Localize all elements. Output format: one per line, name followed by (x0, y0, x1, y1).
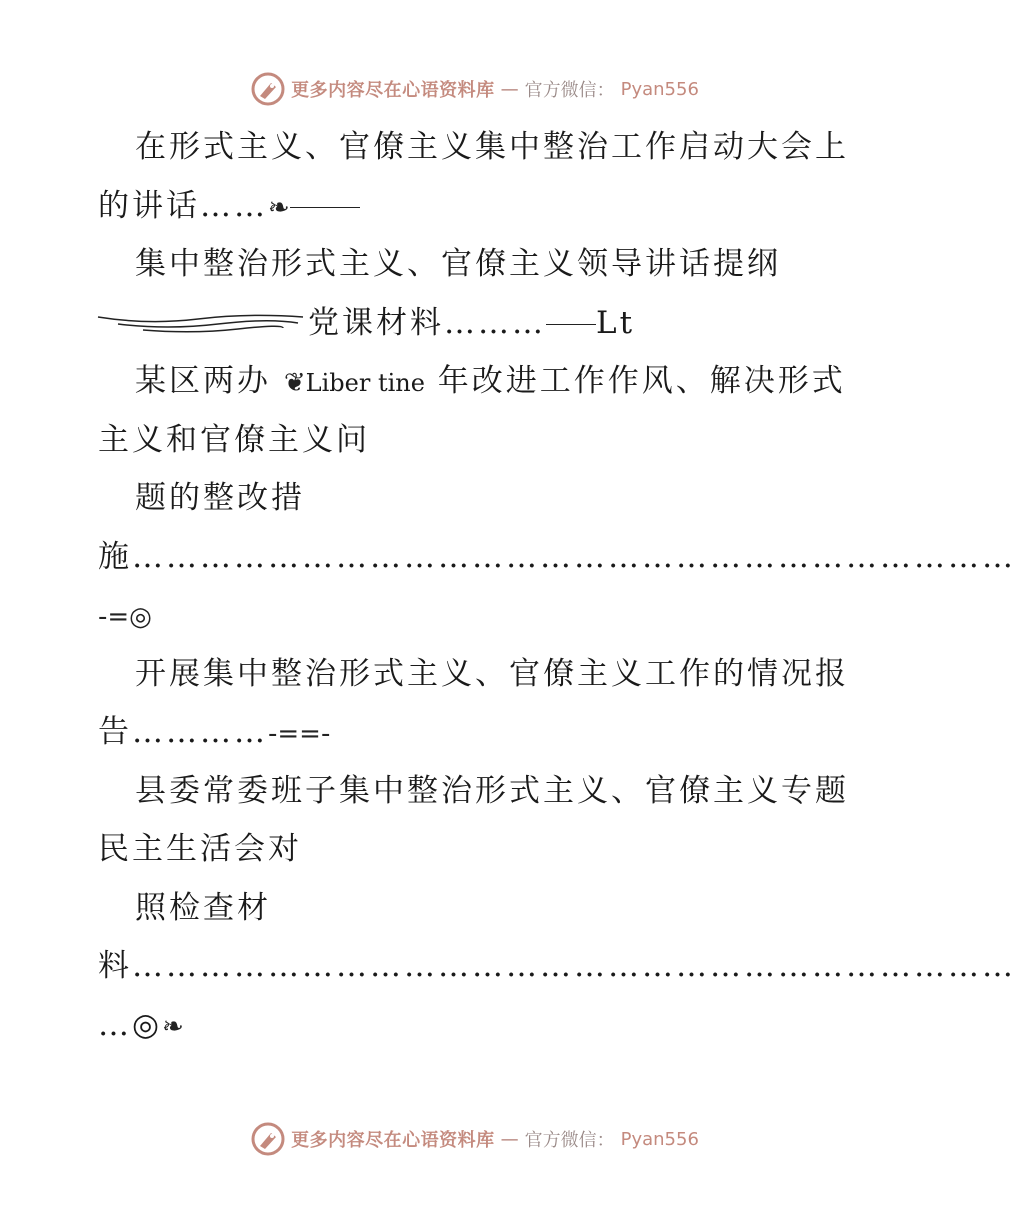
glyph-text: Liber tine (305, 369, 425, 397)
footer-watermark (0, 1122, 950, 1156)
toc-line (98, 352, 858, 411)
toc-entry-title: 某区两办 (135, 363, 271, 399)
toc-page-number: -==- (268, 719, 331, 749)
toc-entry-title: 民主生活会对 (98, 831, 302, 867)
toc-line (98, 528, 1016, 587)
toc-leader-dots: 料…………………………………………………………………… (98, 948, 1016, 984)
toc-line (98, 937, 1016, 996)
toc-line (98, 703, 858, 762)
toc-entry-title: 开展集中整治形式主义、官僚主义工作的情况报 (135, 655, 849, 692)
toc-entry-title: 告………… (98, 714, 268, 750)
toc-line (98, 177, 858, 236)
toc-entry-title: 县委常委班子集中整治形式主义、官僚主义专题 (135, 772, 849, 809)
toc-line (98, 411, 858, 470)
toc-line (98, 762, 858, 821)
toc-line (98, 118, 858, 177)
toc-line (98, 586, 858, 645)
watermark-wechat-id: Pyan556 (620, 1128, 699, 1150)
toc-line (98, 820, 858, 879)
ornament-glyph-icon: ❧ (162, 1011, 184, 1042)
ornament-glyph-icon: ❧ (268, 192, 290, 223)
pen-nib-logo-icon (251, 72, 285, 106)
toc-page-number: -=◎ (98, 602, 152, 632)
pen-nib-logo-icon (251, 1122, 285, 1156)
watermark-wechat-id: Pyan556 (620, 78, 699, 100)
toc-line (98, 469, 858, 528)
toc-entry-title: 照检查材 (135, 889, 271, 926)
toc-entry-title: 在形式主义、官僚主义集中整治工作启动大会上 (135, 129, 849, 165)
toc-leader-dots: 施…………………………………………………………………… (98, 538, 1016, 575)
toc-entry-title: 题的整改措 (135, 480, 305, 516)
watermark-text: 更多内容尽在心语资料库 (291, 80, 495, 101)
toc-line (98, 645, 858, 704)
watermark-wechat-label: 官方微信： (524, 80, 615, 101)
toc-line (98, 294, 858, 353)
toc-entry-title: 主义和官僚主义问 (98, 421, 370, 458)
watermark-separator: — (500, 78, 519, 100)
wave-rule-icon (98, 313, 308, 335)
leader-rule (546, 324, 596, 325)
toc-page-number: …◎ (98, 1006, 163, 1043)
header-watermark (0, 72, 950, 106)
leader-rule (290, 207, 360, 208)
toc-line (98, 879, 858, 938)
toc-line (98, 235, 858, 294)
table-of-contents (98, 118, 1016, 1054)
ornament-glyph-icon: ❦ (283, 368, 306, 398)
watermark-text: 更多内容尽在心语资料库 (291, 1130, 495, 1151)
watermark-separator: — (500, 1128, 519, 1150)
toc-entry-title: 集中整治形式主义、官僚主义领导讲话提纲 (135, 246, 781, 282)
watermark-wechat-label: 官方微信： (524, 1130, 615, 1151)
toc-entry-title: 党课材料……… (308, 304, 546, 341)
toc-entry-title: 年改进工作作风、解决形式 (437, 363, 846, 399)
toc-entry-title: 的讲话…… (98, 187, 268, 224)
toc-page-number: Lt (596, 304, 636, 341)
toc-line (98, 996, 858, 1055)
